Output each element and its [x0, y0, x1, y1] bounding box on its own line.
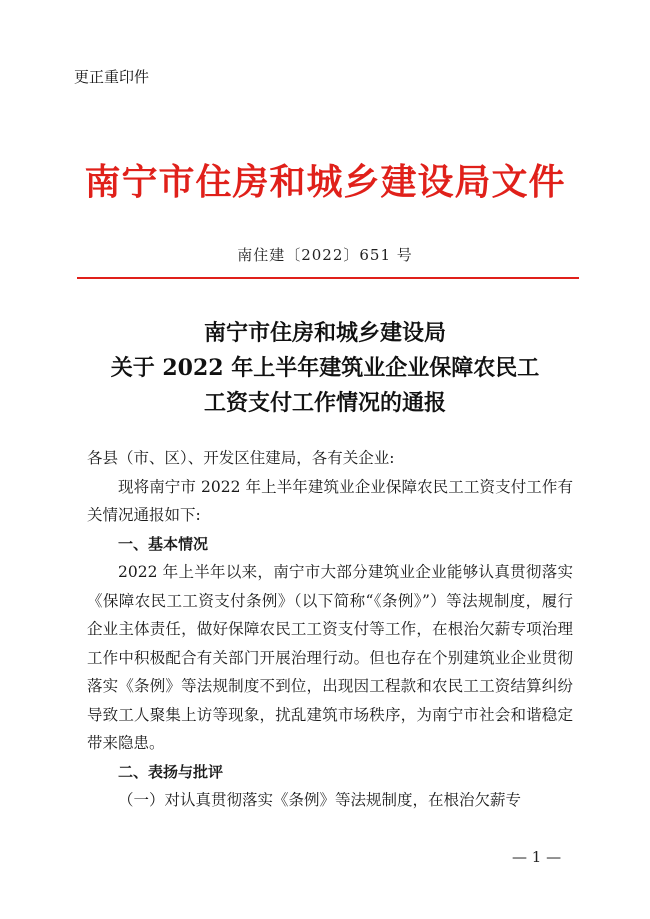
document-number: 南住建〔2022〕651 号 — [237, 246, 413, 264]
salutation: 各县（市、区）、开发区住建局，各有关企业: — [87, 449, 395, 467]
intro-paragraph: 现将南宁市 2022 年上半年建筑业企业保障农民工工资支付工作有关情况通报如下: — [87, 477, 573, 524]
section1-paragraph: 2022 年上半年以来，南宁市大部分建筑业企业能够认真贯彻落实《保障农民工工资支付条例》（以下简称“《条例》”）等法规制度，履行企业主体责任，做好保障农民工工资支付等工作，在根治欠薪专项治理工作中积极配合有关部门开展治理行动。但也存在个别建筑业企业贯彻落实《条例》等法规制度不到位，出现因工程款和农民工工资结算纠纷导致工人聚集上访等现象，扰乱建筑市场秩序，为南宁市社会和谐稳定带来隐患。 — [87, 563, 573, 752]
section2-paragraph: （一）对认真贯彻落实《条例》等法规制度，在根治欠薪专 — [118, 791, 522, 809]
document-subject — [0, 316, 650, 421]
subject-line-3: 工资支付工作情况的通报 — [203, 390, 446, 416]
issuer-title: 南宁市住房和城乡建设局文件 — [84, 161, 566, 203]
red-separator-line — [77, 277, 579, 279]
section-heading-praise-criticism: 二、表扬与批评 — [118, 762, 224, 781]
document-body — [87, 444, 573, 815]
reprint-label: 更正重印件 — [74, 68, 150, 86]
subject-line-1: 南宁市住房和城乡建设局 — [203, 320, 446, 346]
page-number: — 1 — — [512, 848, 562, 866]
section-heading-basic-situation: 一、基本情况 — [118, 534, 209, 553]
subject-line-2: 关于 2022 年上半年建筑业企业保障农民工 — [110, 355, 540, 381]
